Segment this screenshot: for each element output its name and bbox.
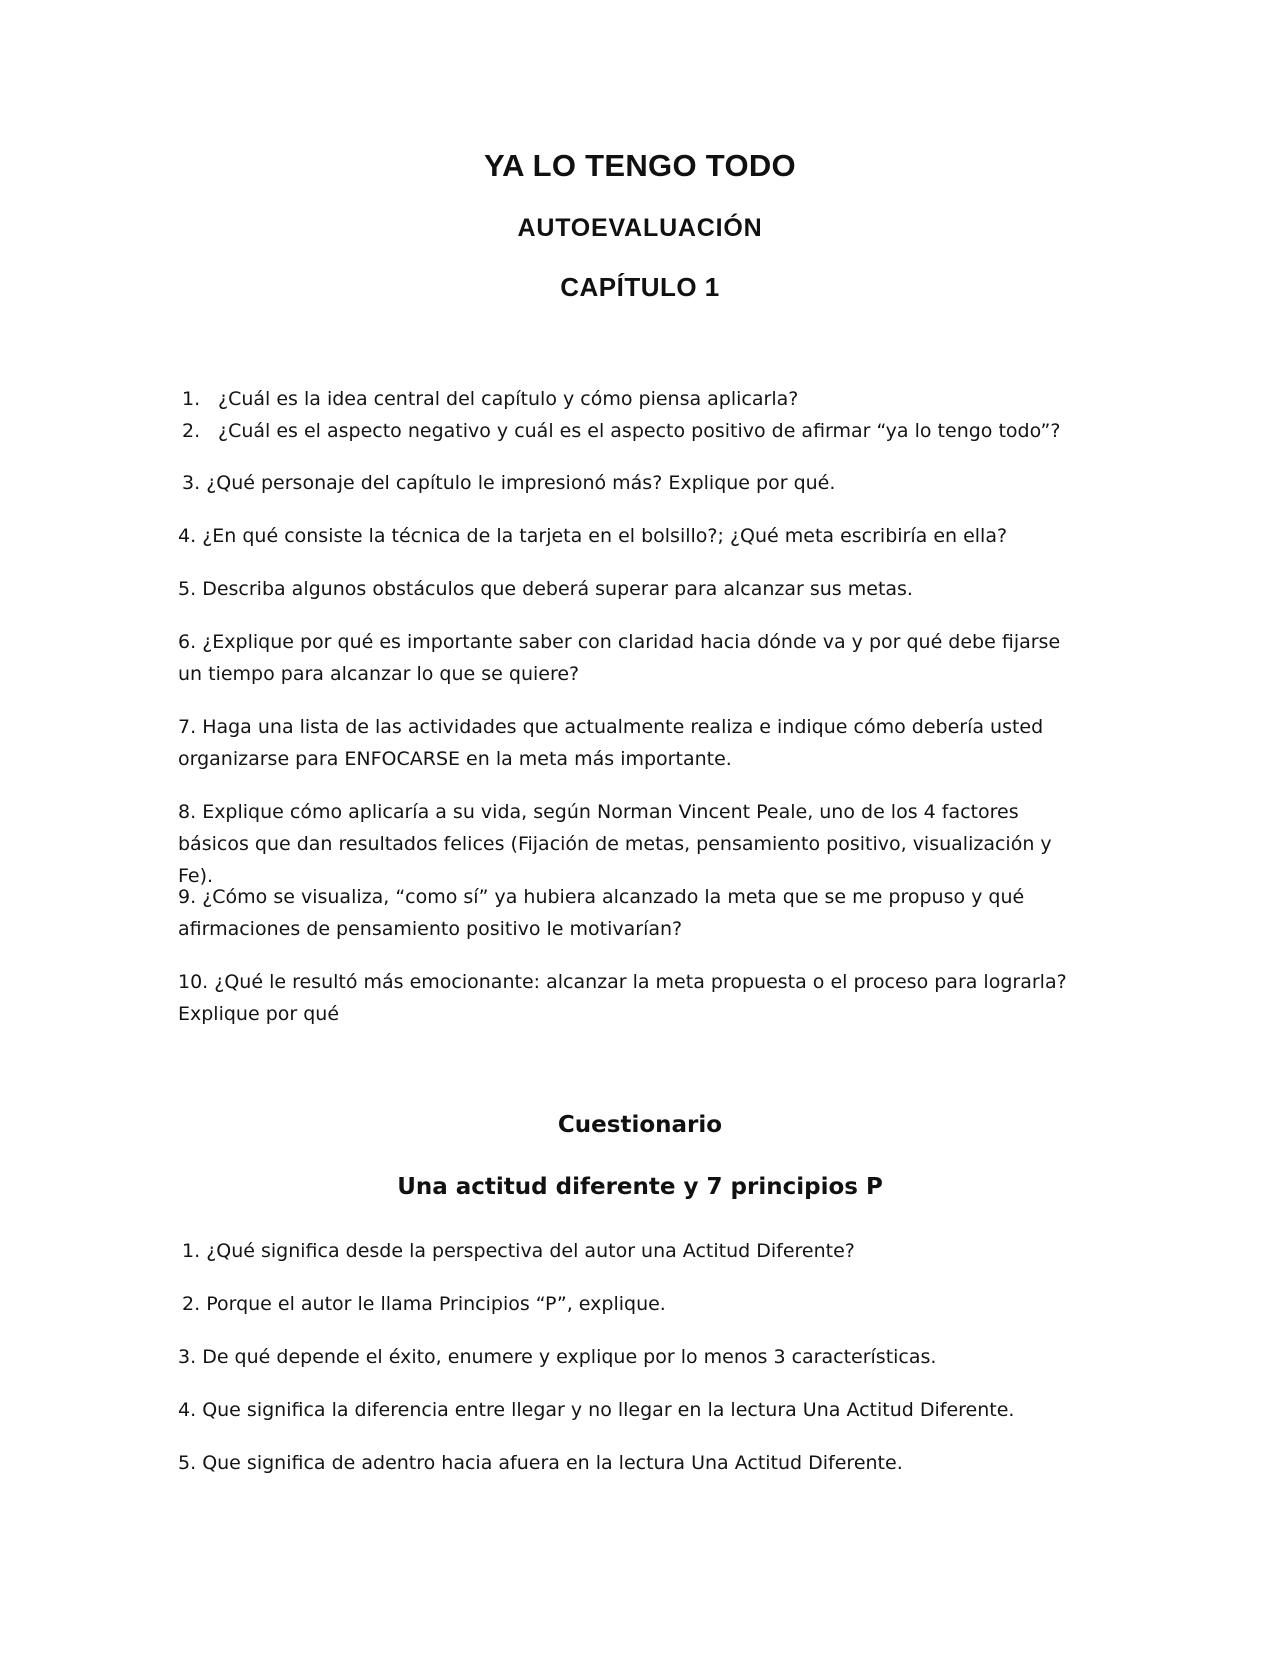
question-paragraph [182,1288,1082,1320]
question-paragraph [178,626,1078,690]
list-item-text: ¿Cuál es la idea central del capítulo y cómo piensa aplicarla? [218,388,799,410]
question-text: ¿Qué personaje del capítulo le impresionó más? Explique por qué. [206,472,836,494]
question-paragraph [182,1235,1082,1267]
question-number: 1. [182,1240,201,1262]
question-number: 4. [178,1399,197,1421]
question-text: ¿Cómo se visualiza, “como sí” ya hubiera alcanzado la meta que se me propuso y qué afirmaciones de pensamiento positivo le motivarían? [178,886,1025,940]
question-number: 6. [178,631,197,653]
question-number: 8. [178,801,197,823]
section-subtitle: Una actitud diferente y 7 principios P [397,1174,883,1200]
question-number: 7. [178,716,197,738]
section-title: Cuestionario [557,1112,723,1138]
question-paragraph [178,573,1078,605]
question-paragraph [178,796,1078,892]
question-number: 10. [178,971,209,993]
question-number: 2. [182,1293,201,1315]
question-text: Que significa la diferencia entre llegar y no llegar en la lectura Una Actitud Diferente. [202,1399,1015,1421]
question-text: ¿En qué consiste la técnica de la tarjeta en el bolsillo?; ¿Qué meta escribiría en ella? [202,525,1008,547]
question-paragraph [178,881,1078,945]
question-text: ¿Qué significa desde la perspectiva del autor una Actitud Diferente? [206,1240,855,1262]
question-text: Haga una lista de las actividades que actualmente realiza e indique cómo debería usted organizarse para ENFOCARSE en la meta más importante. [178,716,1044,770]
list-item-number: 2. [182,420,201,442]
question-number: 9. [178,886,197,908]
question-text: ¿Explique por qué es importante saber con claridad hacia dónde va y por qué debe fijarse un tiempo para alcanzar lo que se quiere? [178,631,1061,685]
question-paragraph [178,1394,1078,1426]
question-number: 3. [182,472,201,494]
question-text: Porque el autor le llama Principios “P”, explique. [206,1293,666,1315]
list-item [178,383,1078,415]
question-number: 5. [178,1452,197,1474]
question-paragraph [178,1447,1078,1479]
question-number: 3. [178,1346,197,1368]
question-text: Explique cómo aplicaría a su vida, según Norman Vincent Peale, uno de los 4 factores básicos que dan resultados felices (Fijación de metas, pensamiento positivo, visualización y Fe). [178,801,1052,887]
list-item [178,415,1078,447]
question-number: 5. [178,578,197,600]
document-subtitle: AUTOEVALUACIÓN [517,214,763,242]
chapter1-numbered-list [178,383,1078,447]
question-paragraph [182,467,1082,499]
question-text: Que significa de adentro hacia afuera en la lectura Una Actitud Diferente. [202,1452,903,1474]
question-number: 4. [178,525,197,547]
question-paragraph [178,520,1078,552]
chapter-heading: CAPÍTULO 1 [560,272,720,302]
question-text: De qué depende el éxito, enumere y explique por lo menos 3 características. [202,1346,937,1368]
question-paragraph [178,966,1078,1030]
question-text: ¿Qué le resultó más emocionante: alcanzar la meta propuesta o el proceso para lograrla? Explique por qué [178,971,1067,1025]
list-item-number: 1. [182,388,201,410]
question-paragraph [178,1341,1078,1373]
question-paragraph [178,711,1078,775]
document-title: YA LO TENGO TODO [484,148,796,183]
question-text: Describa algunos obstáculos que deberá superar para alcanzar sus metas. [202,578,913,600]
list-item-text: ¿Cuál es el aspecto negativo y cuál es el aspecto positivo de afirmar “ya lo tengo todo”? [218,420,1061,442]
